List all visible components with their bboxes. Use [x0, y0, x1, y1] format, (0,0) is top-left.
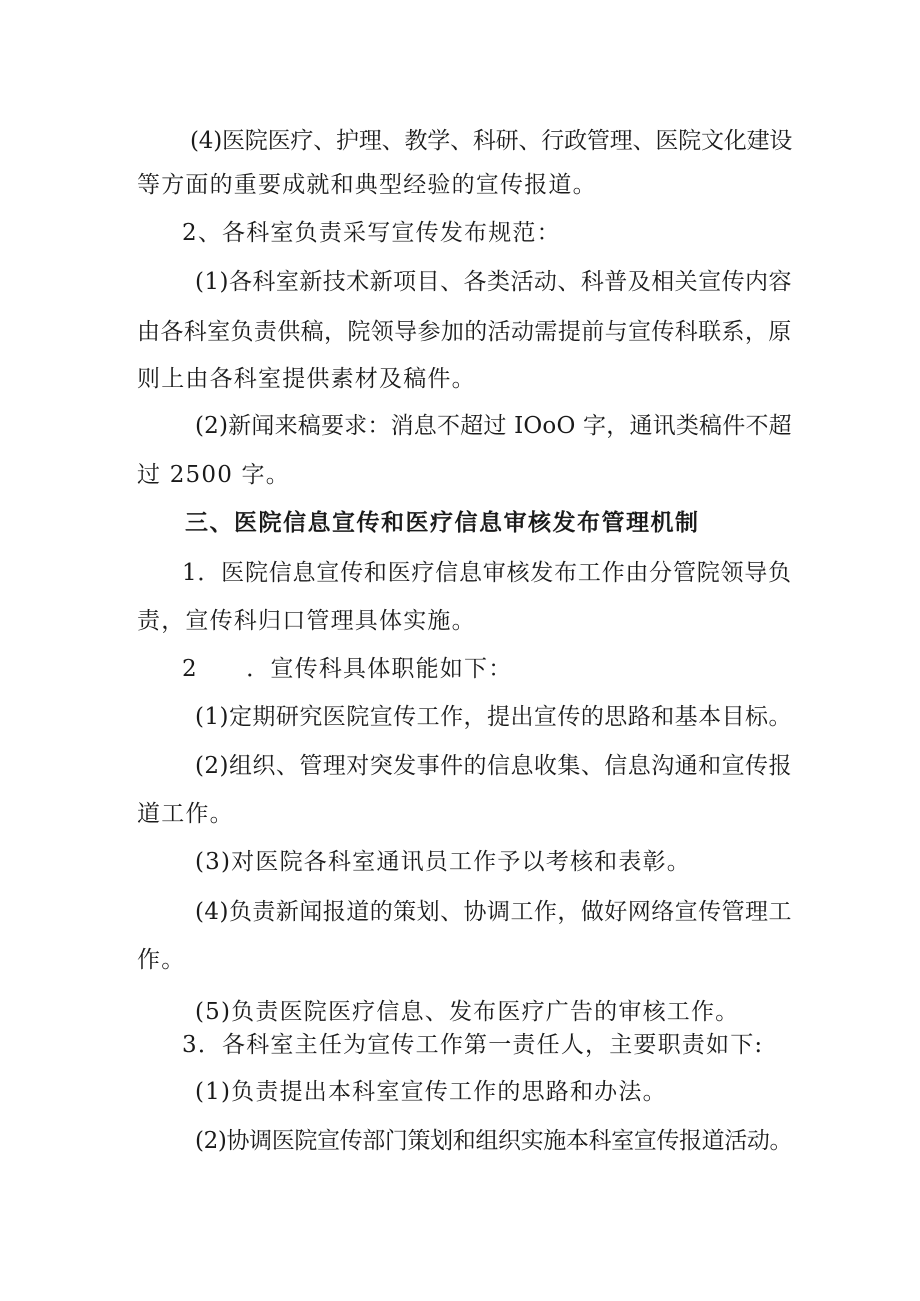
paragraph-line: 3．各科室主任为宣传工作第一责任人，主要职责如下: — [182, 1032, 764, 1058]
paragraph-line: 过 2500 字。 — [137, 462, 290, 488]
paragraph-line: 由各科室负责供稿，院领导参加的活动需提前与宣传科联系，原 — [137, 319, 792, 345]
paragraph-line: 1．医院信息宣传和医疗信息审核发布工作由分管院领导负 — [182, 560, 792, 586]
paragraph-line: 则上由各科室提供素材及稿件。 — [137, 366, 476, 392]
paragraph-line: (2)组织、管理对突发事件的信息收集、信息沟通和宣传报 — [195, 753, 792, 779]
paragraph-line: (1)定期研究医院宣传工作，提出宣传的思路和基本目标。 — [195, 704, 792, 730]
section-heading: 三、医院信息宣传和医疗信息审核发布管理机制 — [185, 510, 700, 536]
paragraph-line: (1)负责提出本科室宣传工作的思路和办法。 — [195, 1079, 667, 1105]
paragraph-line: (3)对医院各科室通讯员工作予以考核和表彰。 — [195, 849, 691, 875]
section-subheading: 2、各科室负责采写宣传发布规范： — [182, 220, 561, 246]
paragraph-line: (4)医院医疗、护理、教学、科研、行政管理、医院文化建设 — [190, 128, 793, 154]
paragraph-line: 2 ．宣传科具体职能如下： — [182, 656, 513, 682]
paragraph-line: (5)负责医院医疗信息、发布医疗广告的审核工作。 — [195, 999, 740, 1025]
paragraph-line: (2)新闻来稿要求：消息不超过 IOoO 字，通讯类稿件不超 — [195, 413, 792, 439]
paragraph-line: 等方面的重要成就和典型经验的宣传报道。 — [137, 172, 597, 198]
paragraph-line: (4)负责新闻报道的策划、协调工作，做好网络宣传管理工 — [195, 899, 792, 925]
paragraph-line: (1)各科室新技术新项目、各类活动、科普及相关宣传内容 — [195, 269, 792, 295]
paragraph-line: 责，宣传科归口管理具体实施。 — [137, 608, 476, 634]
paragraph-line: 道工作。 — [137, 801, 234, 827]
paragraph-line: (2)协调医院宣传部门策划和组织实施本科室宣传报道活动。 — [195, 1128, 793, 1154]
paragraph-line: 作。 — [137, 947, 186, 973]
